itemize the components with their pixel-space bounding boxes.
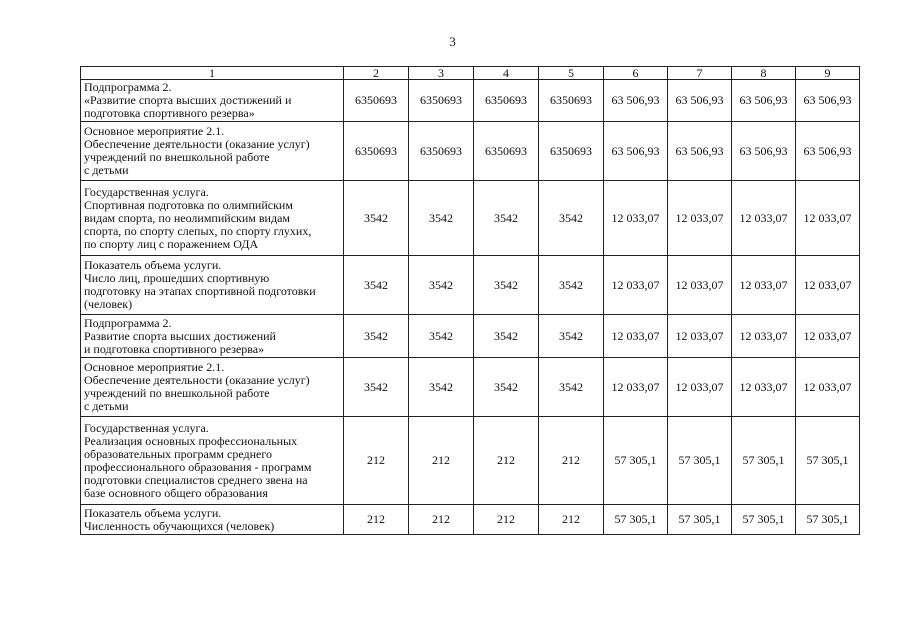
column-header: 7 [668,67,732,80]
table-cell: 12 033,07 [668,181,732,256]
table-cell: 12 033,07 [796,358,860,417]
header-row [81,67,860,80]
table-cell: 3542 [409,256,474,315]
column-header: 8 [732,67,796,80]
table-cell: 63 506,93 [732,122,796,181]
row-label: Подпрограмма 2. «Развитие спорта высших достижений и подготовка спортивного резерва» [81,80,344,122]
table-cell: 63 506,93 [796,80,860,122]
column-header: 6 [604,67,668,80]
row-label: Государственная услуга. Спортивная подготовка по олимпийским видам спорта, по неолимпийским видам спорта, по спорту слепых, по спорту глухих, по спорту лиц с поражением ОДА [81,181,344,256]
table-cell: 6350693 [409,122,474,181]
budget-table [80,66,860,535]
table-cell: 3542 [539,256,604,315]
table-cell: 12 033,07 [604,256,668,315]
table-row [81,256,860,315]
table-cell: 12 033,07 [796,256,860,315]
row-label: Основное мероприятие 2.1. Обеспечение деятельности (оказание услуг) учреждений по внешкольной работе с детьми [81,122,344,181]
table-cell: 12 033,07 [732,358,796,417]
table-row [81,417,860,505]
table-cell: 3542 [474,256,539,315]
table-cell: 3542 [409,181,474,256]
table-cell: 12 033,07 [796,181,860,256]
table-cell: 6350693 [409,80,474,122]
table-cell: 57 305,1 [668,417,732,505]
table-cell: 3542 [539,181,604,256]
row-label: Государственная услуга. Реализация основных профессиональных образовательных программ среднего профессионального образования - программ подготовки специалистов среднего звена на базе основного общего образования [81,417,344,505]
table-cell: 63 506,93 [604,122,668,181]
table-cell: 212 [474,417,539,505]
table-cell: 57 305,1 [604,505,668,535]
table-cell: 57 305,1 [796,417,860,505]
table-cell: 63 506,93 [796,122,860,181]
page-number: 3 [449,34,456,49]
table-cell: 12 033,07 [732,256,796,315]
table-row [81,80,860,122]
column-header: 9 [796,67,860,80]
table-cell: 57 305,1 [732,505,796,535]
column-header: 3 [409,67,474,80]
table-cell: 212 [474,505,539,535]
table-cell: 3542 [409,315,474,358]
row-label: Показатель объема услуги. Число лиц, прошедших спортивную подготовку на этапах спортивной подготовки (человек) [81,256,344,315]
table-row [81,315,860,358]
column-header: 2 [344,67,409,80]
table-cell: 12 033,07 [604,181,668,256]
table-cell: 3542 [344,358,409,417]
table-cell: 63 506,93 [668,80,732,122]
table-row [81,505,860,535]
table-cell: 12 033,07 [732,181,796,256]
table-cell: 57 305,1 [796,505,860,535]
table-cell: 63 506,93 [668,122,732,181]
table-cell: 3542 [409,358,474,417]
table-row [81,122,860,181]
table-cell: 12 033,07 [604,358,668,417]
table-cell: 3542 [344,256,409,315]
table-cell: 57 305,1 [668,505,732,535]
table-cell: 212 [539,417,604,505]
table-cell: 212 [344,505,409,535]
table-row [81,358,860,417]
table-cell: 3542 [474,181,539,256]
table-cell: 6350693 [539,80,604,122]
column-header: 5 [539,67,604,80]
table-cell: 63 506,93 [604,80,668,122]
table-cell: 12 033,07 [796,315,860,358]
table-cell: 3542 [344,315,409,358]
table-cell: 212 [409,417,474,505]
table-cell: 3542 [539,315,604,358]
table-cell: 6350693 [344,80,409,122]
row-label: Основное мероприятие 2.1. Обеспечение деятельности (оказание услуг) учреждений по внешкольной работе с детьми [81,358,344,417]
table-cell: 212 [539,505,604,535]
table-cell: 6350693 [539,122,604,181]
row-label: Показатель объема услуги. Численность обучающихся (человек) [81,505,344,535]
table-cell: 212 [344,417,409,505]
table-cell: 12 033,07 [604,315,668,358]
table-cell: 57 305,1 [732,417,796,505]
table-cell: 6350693 [474,80,539,122]
table-cell: 12 033,07 [668,358,732,417]
table-cell: 57 305,1 [604,417,668,505]
table-cell: 3542 [344,181,409,256]
row-label: Подпрограмма 2. Развитие спорта высших достижений и подготовка спортивного резерва» [81,315,344,358]
table-cell: 3542 [474,315,539,358]
table-cell: 6350693 [474,122,539,181]
table-cell: 12 033,07 [668,256,732,315]
table-cell: 12 033,07 [732,315,796,358]
table-cell: 212 [409,505,474,535]
table-cell: 6350693 [344,122,409,181]
table-cell: 12 033,07 [668,315,732,358]
column-header: 4 [474,67,539,80]
table-cell: 63 506,93 [732,80,796,122]
table-cell: 3542 [474,358,539,417]
table-row [81,181,860,256]
table-cell: 3542 [539,358,604,417]
column-header: 1 [81,67,344,80]
